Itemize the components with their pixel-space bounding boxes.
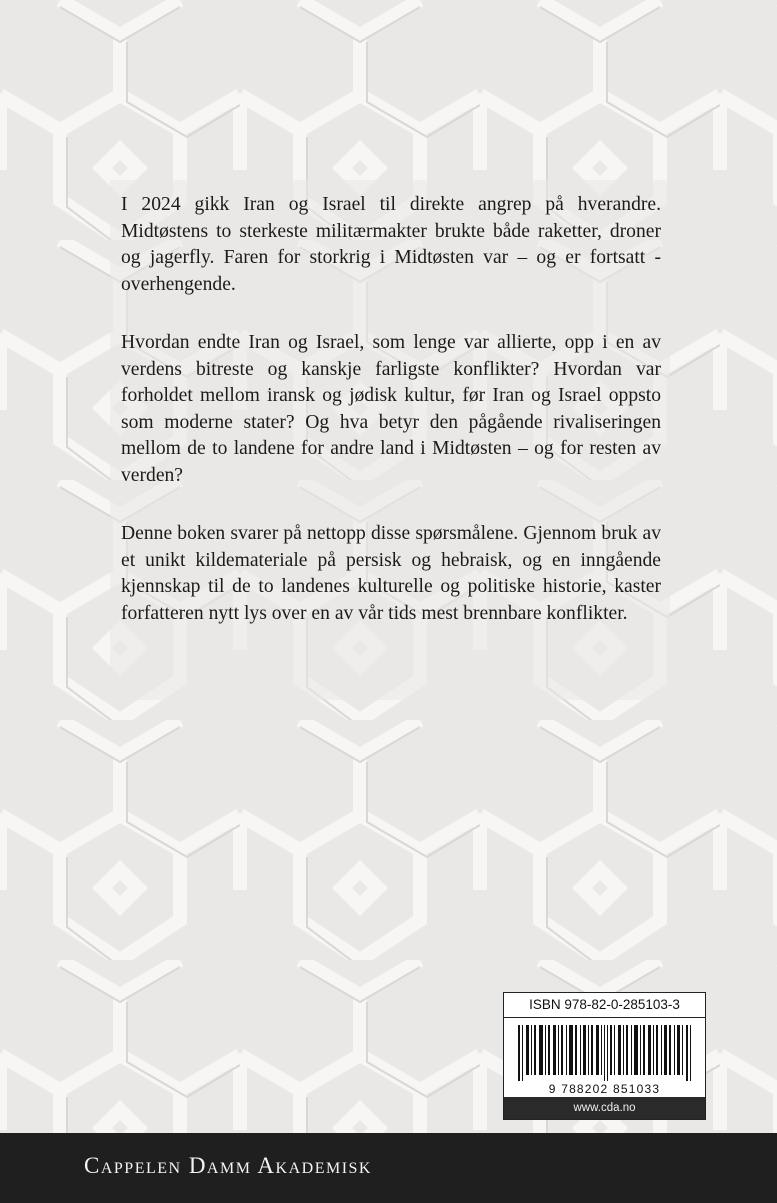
isbn-barcode-box: [503, 992, 706, 1120]
description-paragraph-2: Hvordan endte Iran og Israel, som lenge var allierte, opp i en av verdens bitreste og kanskje farligste konflikter? Hvordan var forholdet mellom iransk og jødisk kultur, før Iran og Israel oppsto som moderne stater? Og hva betyr den pågående rivaliseringen mellom de to landene for andre land i Midtøsten – og for resten av verden?: [121, 332, 661, 486]
publisher-website: www.cda.no: [504, 1097, 705, 1119]
description-paragraph-1: I 2024 gikk Iran og Israel til direkte angrep på hverandre. Midtøstens to sterkeste militærmakter brukte både raketter, droner og jagerfly. Faren for storkrig i Midtøsten var – og er fortsatt - overhengende.: [121, 194, 661, 295]
back-cover-description: [121, 192, 661, 659]
publisher-footer-bar: [0, 1133, 777, 1203]
barcode-digits: 9 788202 851033: [548, 1082, 661, 1096]
description-paragraph-3: Denne boken svarer på nettopp disse spørsmålene. Gjennom bruk av et unikt kildemateriale på persisk og hebraisk, og en inngående kjennskap til de to landenes kulturelle og politiske historie, kaster forfatteren nytt lys over en av vår tids mest brennbare konflikter.: [121, 523, 661, 624]
isbn-label: ISBN 978-82-0-285103-3: [504, 993, 705, 1018]
barcode-icon: [516, 1025, 696, 1081]
publisher-name: Cappelen Damm Akademisk: [84, 1153, 372, 1178]
